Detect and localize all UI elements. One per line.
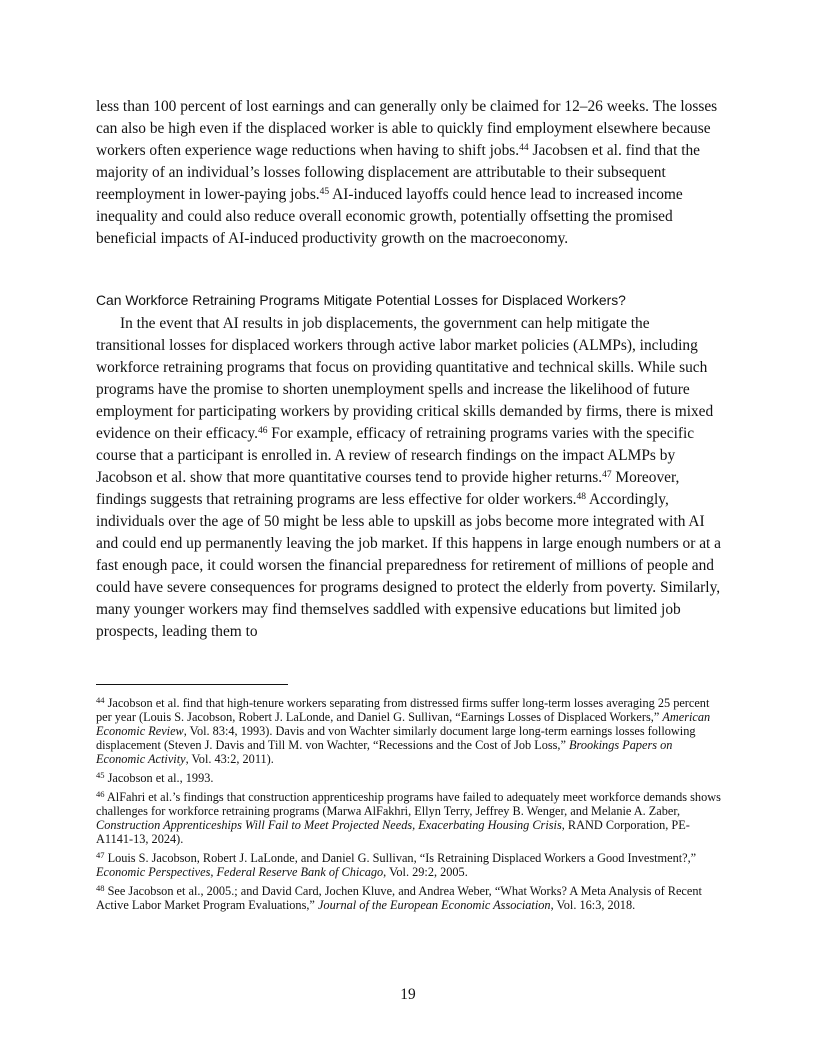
footnote-number: 45 bbox=[96, 770, 105, 780]
footnote bbox=[96, 696, 724, 766]
footnote-text: , Vol. 29:2, 2005. bbox=[383, 865, 468, 879]
footnote-italic-title: Economic Perspectives, Federal Reserve Bank of Chicago bbox=[96, 865, 384, 879]
footnote-text: Jacobson et al. find that high-tenure workers separating from distressed firms suffer long-term losses averaging 25 percent per year (Louis S. Jacobson, Robert J. LaLonde, and Daniel G. Sullivan, “Earnings Losses of Displaced Workers,” bbox=[96, 696, 710, 724]
footnote-number: 44 bbox=[96, 695, 105, 705]
footnote-text: , Vol. 43:2, 2011). bbox=[185, 752, 274, 766]
footnote bbox=[96, 884, 724, 912]
footnote bbox=[96, 790, 724, 846]
paragraph-text: For example, efficacy of retraining programs varies with the specific course that a participant is enrolled in. A review of research findings on the impact ALMPs by Jacobson et al. show that more quantitative courses tend to provide higher returns. bbox=[96, 425, 695, 486]
footnote-text: , Vol. 83:4, 1993). Davis and von Wachter similarly document large long-term earnings losses following displacement (Steven J. Davis and Till M. von Wachter, “Recessions and the Cost of Job Loss,” bbox=[96, 724, 696, 752]
footnote-text: Louis S. Jacobson, Robert J. LaLonde, and Daniel G. Sullivan, “Is Retraining Displaced Workers a Good Investment?,” bbox=[104, 851, 697, 865]
footnote-reference[interactable]: 48 bbox=[576, 492, 587, 502]
body-paragraph bbox=[96, 96, 722, 250]
footnote-text: , Vol. 16:3, 2018. bbox=[550, 898, 636, 912]
footnote bbox=[96, 851, 724, 879]
paragraph-text: Jacobsen et al. find that the majority of an individual’s losses following displacement are attributable to their subsequent reemployment in lower-paying jobs. bbox=[96, 142, 701, 203]
footnote-italic-title: Brookings Papers on Economic Activity bbox=[96, 738, 673, 766]
footnotes-section bbox=[96, 696, 724, 917]
footnote-text: AlFahri et al.’s findings that construction apprenticeship programs have failed to adequately meet workforce demands shows challenges for workforce retraining programs (Marwa AlFakhri, Ellyn Terry, Jeffrey B. Wenger, and Melanie A. Zaber, bbox=[96, 790, 721, 818]
footnote-number: 46 bbox=[96, 789, 105, 799]
footnote bbox=[96, 771, 724, 785]
paragraph-text: less than 100 percent of lost earnings and can generally only be claimed for 12–26 weeks. The losses can also be high even if the displaced worker is able to quickly find employment elsewhere because workers often experience wage reductions when having to shift jobs. bbox=[96, 98, 718, 159]
paragraph-text: In the event that AI results in job displacements, the government can help mitigate the transitional losses for displaced workers through active labor market policies (ALMPs), including workforce retraining programs that focus on providing quantitative and technical skills. While such programs have the promise to shorten unemployment spells and increase the likelihood of future employment for participating workers by providing critical skills demanded by firms, there is mixed evidence on their efficacy. bbox=[96, 315, 714, 442]
body-paragraph bbox=[96, 313, 722, 643]
footnote-reference[interactable]: 44 bbox=[519, 143, 529, 153]
footnote-text: See Jacobson et al., 2005.; and David Card, Jochen Kluve, and Andrea Weber, “What Works? A Meta Analysis of Recent Active Labor Market Program Evaluations,” bbox=[96, 884, 702, 912]
footnote-separator bbox=[96, 684, 288, 685]
paragraph-text: AI-induced layoffs could hence lead to increased income inequality and could also reduce overall economic growth, potentially offsetting the promised beneficial impacts of AI-induced productivity growth on the macroeconomy. bbox=[96, 186, 683, 247]
footnote-italic-title: American Economic Review bbox=[96, 710, 711, 738]
footnote-number: 48 bbox=[96, 883, 105, 893]
section-heading: Can Workforce Retraining Programs Mitigate Potential Losses for Displaced Workers? bbox=[96, 292, 626, 308]
footnote-italic-title: Journal of the European Economic Association bbox=[317, 898, 551, 912]
footnote-text: , RAND Corporation, PE-A1141-13, 2024). bbox=[96, 818, 690, 846]
footnote-italic-title: Construction Apprenticeships Will Fail to Meet Projected Needs, Exacerbating Housing Crisis bbox=[96, 818, 562, 832]
paragraph-text: Accordingly, individuals over the age of 50 might be less able to upskill as jobs become more integrated with AI and could end up permanently leaving the job market. If this happens in large enough numbers or at a fast enough pace, it could worsen the financial preparedness for retirement of millions of people and could have severe consequences for programs designed to protect the elderly from poverty. Similarly, many younger workers may find themselves saddled with expensive educations but limited job prospects, leading them to bbox=[96, 491, 721, 640]
footnote-reference[interactable]: 45 bbox=[319, 187, 330, 197]
footnote-text: Jacobson et al., 1993. bbox=[104, 771, 214, 785]
footnote-number: 47 bbox=[96, 850, 105, 860]
footnote-reference[interactable]: 46 bbox=[257, 426, 268, 436]
page-number: 19 bbox=[400, 986, 416, 1003]
footnote-reference[interactable]: 47 bbox=[602, 470, 612, 480]
paragraph-text: Moreover, findings suggests that retraining programs are less effective for older workers. bbox=[96, 469, 680, 508]
